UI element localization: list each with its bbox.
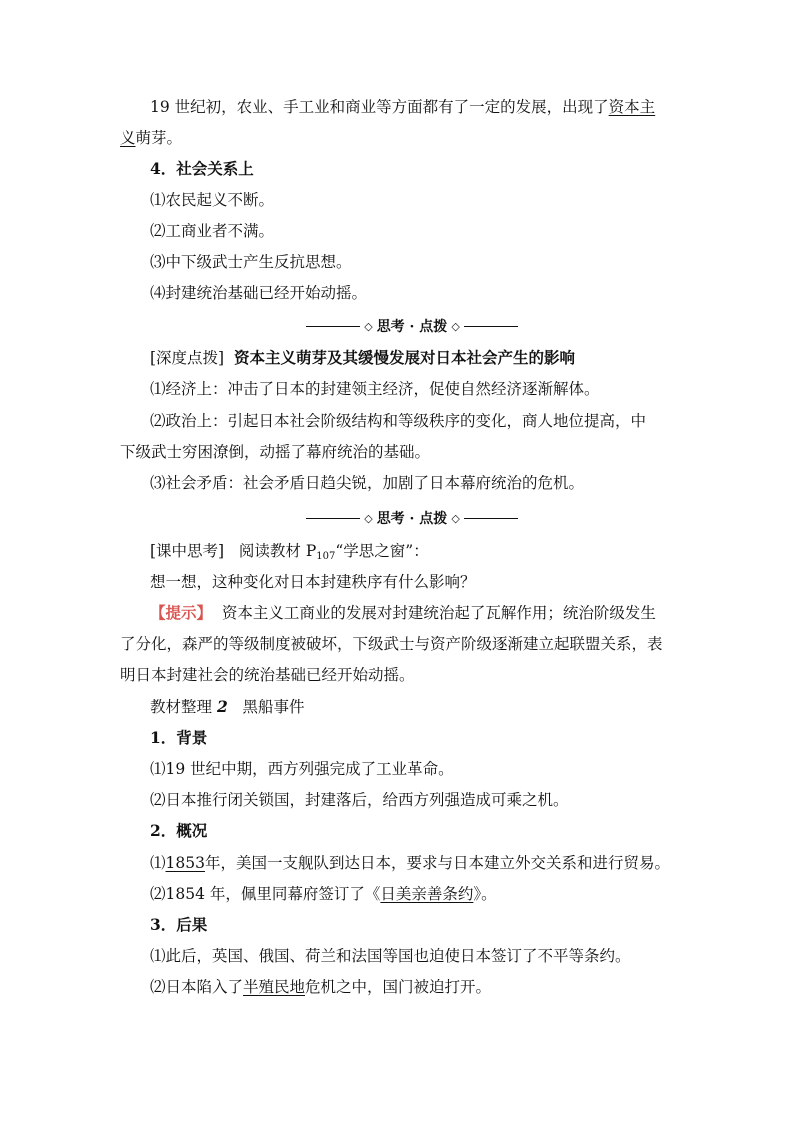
page-number: 107: [316, 551, 336, 562]
divider-title: 思考 · 点拨: [376, 511, 448, 527]
underlined-term: 半殖民地: [243, 978, 306, 996]
paragraph-capitalism: 19 世纪初，农业、手工业和商业等方面都有了一定的发展，出现了资本主: [150, 98, 656, 116]
list-item-cont: 下级武士穷困潦倒，动摇了幕府统治的基础。: [120, 443, 431, 461]
section-divider: [300, 508, 524, 528]
divider-rule: [464, 326, 518, 327]
list-item: ⑵日本推行闭关锁国，封建落后，给西方列强造成可乘之机。: [150, 791, 569, 809]
list-item: ⑵工商业者不满。: [150, 222, 275, 240]
heading-overview: 2．概况: [150, 821, 208, 840]
underlined-term: 义: [120, 129, 136, 147]
list-item: ⑴经济上：冲击了日本的封建领主经济，促使自然经济逐渐解体。: [150, 380, 600, 398]
underlined-term: 1853: [165, 854, 205, 872]
heading-consequences: 3．后果: [150, 915, 208, 934]
section-heading: 教材整理 2 黑船事件: [150, 697, 305, 716]
diamond-icon: ◇: [451, 511, 460, 525]
deep-point-heading: [150, 348, 575, 368]
heading-social-relations: 4．社会关系上: [150, 159, 254, 178]
question-text: 想一想，这种变化对日本封建秩序有什么影响？: [150, 573, 476, 591]
diamond-icon: ◇: [451, 319, 460, 333]
diamond-icon: ◇: [364, 511, 373, 525]
deep-point-label: [深度点拨]: [150, 349, 225, 367]
class-thinking-label: [课中思考]: [150, 542, 225, 560]
hint-paragraph: 【提示】 资本主义工商业的发展对封建统治起了瓦解作用；统治阶级发生: [150, 603, 656, 622]
list-item: ⑴此后，英国、俄国、荷兰和法国等国也迫使日本签订了不平等条约。: [150, 947, 631, 965]
hint-paragraph-cont: 了分化，森严的等级制度被破坏，下级武士与资产阶级逐渐建立起联盟关系，表: [120, 635, 663, 653]
diamond-icon: ◇: [364, 319, 373, 333]
list-item: ⑵1854 年，佩里同幕府签订了《日美亲善条约》。: [150, 885, 497, 903]
paragraph-capitalism-cont: 义萌芽。: [120, 129, 183, 147]
deep-point-title: 资本主义萌芽及其缓慢发展对日本社会产生的影响: [233, 348, 575, 367]
divider-title: 思考 · 点拨: [376, 319, 448, 335]
list-item: ⑵政治上：引起日本社会阶级结构和等级秩序的变化，商人地位提高，中: [150, 412, 647, 430]
section-number: 2: [216, 697, 228, 716]
section-divider: [300, 316, 524, 336]
list-item: ⑶社会矛盾：社会矛盾日趋尖锐，加剧了日本幕府统治的危机。: [150, 474, 585, 492]
list-item: ⑵日本陷入了半殖民地危机之中，国门被迫打开。: [150, 978, 492, 996]
underlined-term: 资本主: [608, 98, 656, 116]
heading-background: 1．背景: [150, 728, 208, 747]
class-thinking-heading: [课中思考] 阅读教材 $P_{107}“$学思之窗”：: [150, 542, 429, 562]
list-item: ⑴1853年，美国一支舰队到达日本，要求与日本建立外交关系和进行贸易。: [150, 854, 670, 872]
divider-rule: [306, 326, 360, 327]
divider-rule: [464, 518, 518, 519]
list-item: ⑷封建统治基础已经开始动摇。: [150, 284, 368, 302]
underlined-term: 日美亲善条约: [380, 885, 474, 903]
divider-rule: [306, 518, 360, 519]
list-item: ⑶中下级武士产生反抗思想。: [150, 253, 352, 271]
hint-label: 【提示】: [150, 603, 213, 622]
section-title: 黑船事件: [242, 698, 305, 716]
list-item: ⑴19 世纪中期，西方列强完成了工业革命。: [150, 760, 454, 778]
list-item: ⑴农民起义不断。: [150, 191, 275, 209]
hint-paragraph-cont: 明日本封建社会的统治基础已经开始动摇。: [120, 666, 415, 684]
